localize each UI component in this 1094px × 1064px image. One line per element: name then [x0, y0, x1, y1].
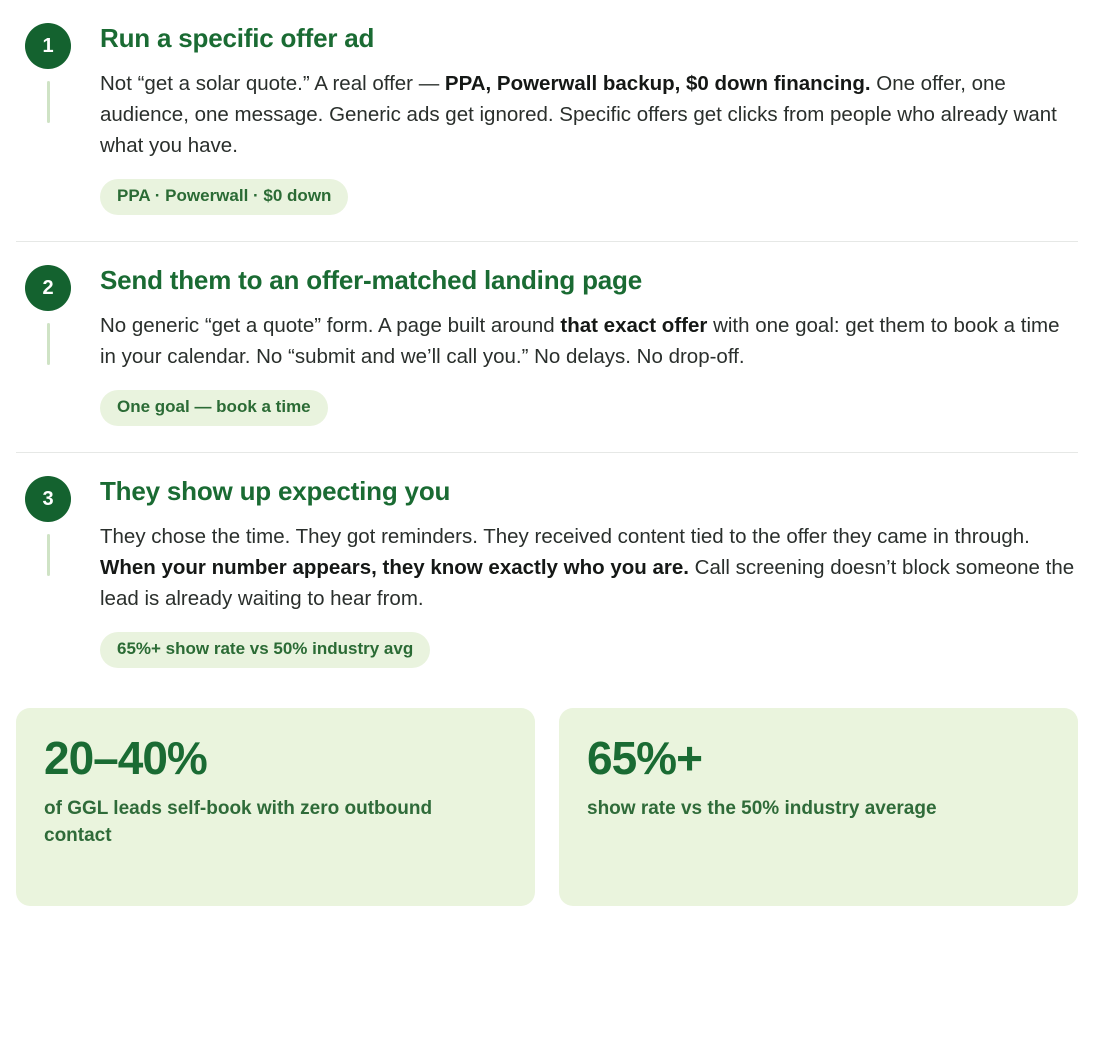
- step-tag-pill: PPA · Powerwall · $0 down: [100, 179, 348, 215]
- step-number-badge: 1: [25, 23, 71, 69]
- step-description: [100, 521, 1078, 614]
- stat-cards: [16, 694, 1078, 922]
- stat-card: [559, 708, 1078, 906]
- step-rail: [16, 471, 80, 576]
- step-item: [16, 241, 1078, 452]
- step-description-text: They chose the time. They got reminders. They received content tied to the offer they came in through.: [100, 524, 1030, 548]
- step-rail: [16, 18, 80, 123]
- stat-value: 20–40%: [44, 731, 207, 784]
- steps-list: [16, 0, 1078, 694]
- stat-value: 65%+: [587, 731, 702, 784]
- step-tag-pill: 65%+ show rate vs 50% industry avg: [100, 632, 430, 668]
- step-description-text: with one goal: get them to book a time in your calendar. No “submit and we’ll call you.” No delays. No drop-off.: [100, 313, 1060, 369]
- step-title: Send them to an offer-matched landing page: [100, 265, 642, 296]
- step-item: [16, 452, 1078, 694]
- step-description: [100, 310, 1078, 372]
- step-body: [80, 260, 1078, 426]
- step-description-text: Call screening doesn’t block someone the lead is already waiting to hear from.: [100, 555, 1075, 611]
- step-body: [80, 471, 1078, 668]
- step-connector-line: [47, 323, 50, 365]
- step-description-emphasis: PPA, Powerwall backup, $0 down financing.: [444, 71, 871, 95]
- step-connector-line: [47, 81, 50, 123]
- step-description-emphasis: When your number appears, they know exactly who you are.: [100, 555, 689, 579]
- stat-label: of GGL leads self-book with zero outbound contact: [44, 798, 433, 847]
- step-item: [16, 0, 1078, 241]
- stat-label: show rate vs the 50% industry average: [587, 798, 937, 820]
- stat-card: [16, 708, 535, 906]
- step-description-emphasis: that exact offer: [560, 313, 708, 337]
- step-connector-line: [47, 534, 50, 576]
- step-description: [100, 68, 1078, 161]
- step-description-text: One offer, one audience, one message. Generic ads get ignored. Specific offers get clicks from people who already want what you have.: [100, 71, 1057, 158]
- step-title: Run a specific offer ad: [100, 23, 375, 53]
- step-body: [80, 18, 1078, 215]
- step-number-badge: 2: [25, 265, 71, 311]
- step-tag-pill: One goal — book a time: [100, 390, 328, 426]
- step-number-badge: 3: [25, 476, 71, 522]
- step-title: They show up expecting you: [100, 475, 451, 506]
- step-description-text: Not “get a solar quote.” A real offer —: [100, 71, 445, 95]
- step-description-text: No generic “get a quote” form. A page built around: [100, 313, 561, 337]
- step-rail: [16, 260, 80, 365]
